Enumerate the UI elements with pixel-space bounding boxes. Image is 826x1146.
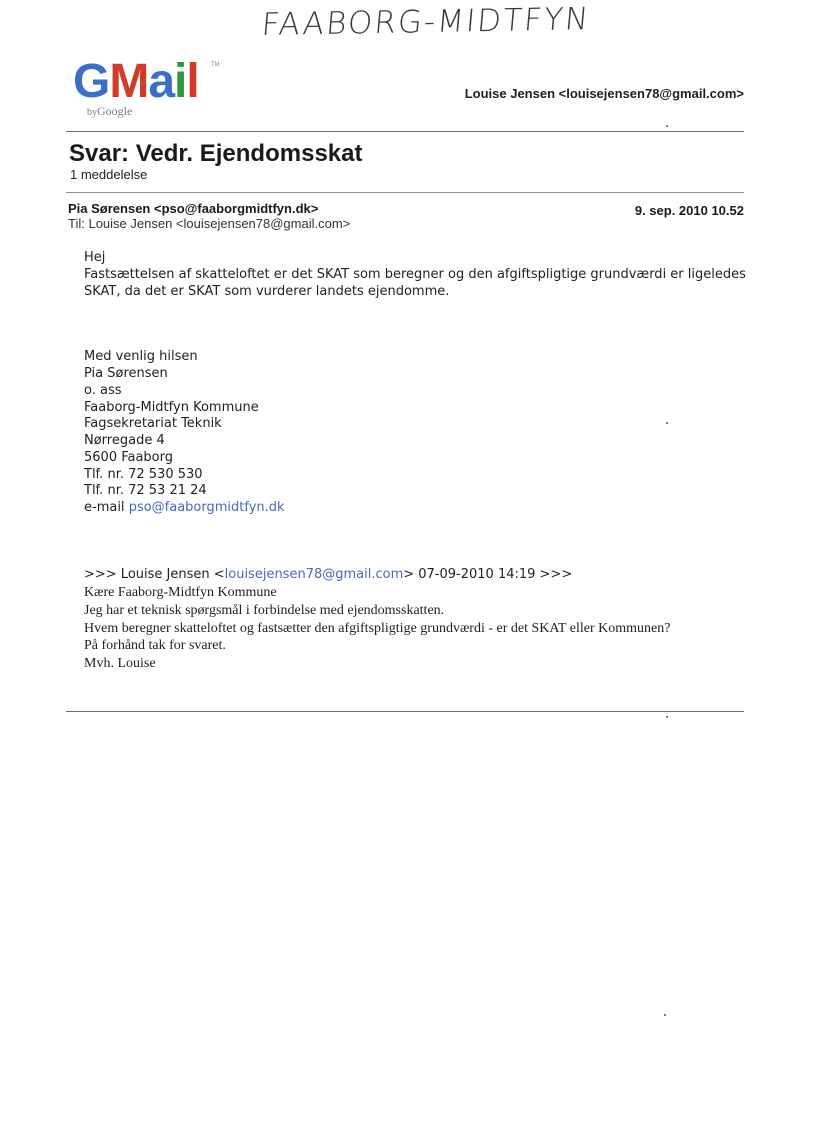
thread-subject: Svar: Vedr. Ejendomsskat [69,140,363,167]
message-body-line: SKAT, da det er SKAT som vurderer landets ejendomme. [84,284,450,299]
signature-line: Fagsekretariat Teknik [84,416,222,431]
signature-line: 5600 Faaborg [84,450,174,465]
signature-line: Tlf. nr. 72 53 21 24 [84,483,207,498]
quoted-sender-email-link[interactable]: louisejensen78@gmail.com [224,567,404,582]
quoted-line: Kære Faaborg-Midtfyn Kommune [84,585,277,600]
signature-email [84,499,285,516]
gmail-logo [73,55,223,120]
header-divider [66,131,744,132]
logo-by-google: byGoogle [87,104,133,118]
signature-line: Pia Sørensen [84,366,168,381]
gmail-logo-wordmark: GMail [73,55,199,108]
signature-email-link[interactable]: pso@faaborgmidtfyn.dk [128,500,285,515]
signature-line: o. ass [84,383,122,398]
quoted-header: >>> Louise Jensen <louisejensen78@gmail.com> 07-09-2010 14:19 >>> [84,567,573,582]
scan-speck [666,716,668,718]
signature-email-label: e-mail [84,500,129,515]
message-count: 1 meddelelse [70,167,148,182]
account-header: Louise Jensen <louisejensen78@gmail.com> [464,86,744,101]
message-sender: Pia Sørensen <pso@faaborgmidtfyn.dk> [68,201,319,216]
quoted-line: På forhånd tak for svaret. [84,638,226,653]
scan-speck [664,1014,666,1016]
signature-line: Faaborg-Midtfyn Kommune [84,400,259,415]
quoted-line: Jeg har et teknisk spørgsmål i forbindelse med ejendomsskatten. [84,603,445,618]
signature-line: Tlf. nr. 72 530 530 [84,467,203,482]
footer-divider [66,711,744,712]
handwritten-note: FAABORG-MIDTFYN [260,1,592,43]
signature-line: Nørregade 4 [84,433,165,448]
scan-speck [666,125,668,127]
quoted-line: Mvh. Louise [84,656,156,671]
signature-line: Med venlig hilsen [84,349,198,364]
subject-divider [66,192,744,193]
message-recipient: Til: Louise Jensen <louisejensen78@gmail.com> [68,216,351,231]
message-greeting: Hej [84,250,106,265]
quoted-line: Hvem beregner skatteloftet og fastsætter den afgiftspligtige grundværdi - er det SKAT eller Kommunen? [84,621,671,636]
scan-speck [666,422,668,424]
logo-trademark: TM [211,62,220,68]
message-body-line: Fastsættelsen af skatteloftet er det SKAT som beregner og den afgiftspligtige grundværdi er ligeledes [84,267,746,282]
message-date: 9. sep. 2010 10.52 [634,203,744,218]
